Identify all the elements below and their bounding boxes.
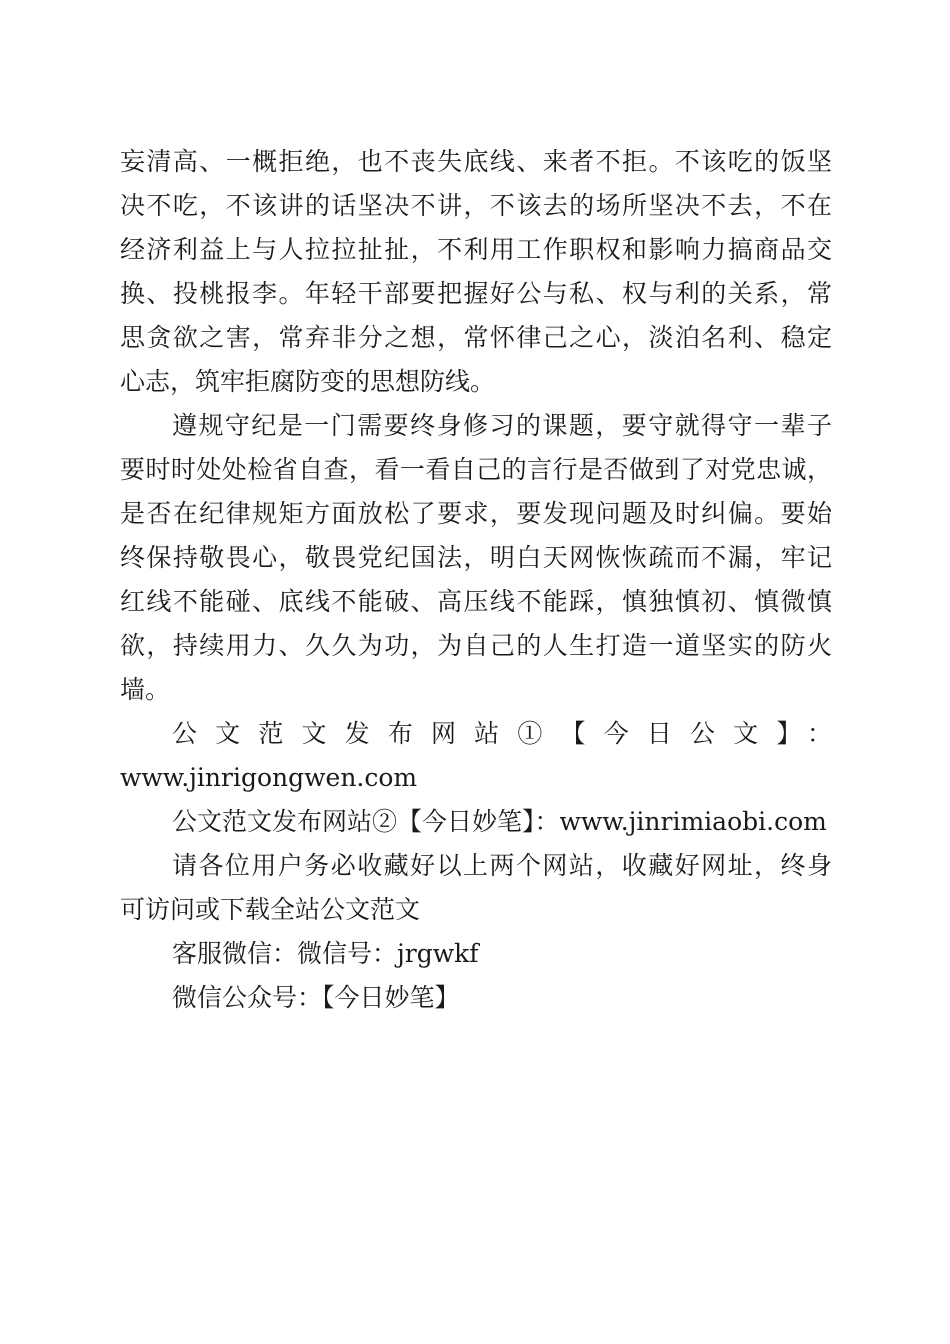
document-body xyxy=(120,140,832,1020)
paragraph-line: 妄清高、一概拒绝，也不丧失底线、来者不拒。不该吃的饭坚 xyxy=(120,147,832,176)
paragraph-line: 要时时处处检省自查，看一看自己的言行是否做到了对党忠诚， xyxy=(120,455,832,484)
paragraph-line: 遵规守纪是一门需要终身修习的课题，要守就得守一辈子 xyxy=(172,411,832,440)
paragraph-line: 经济利益上与人拉拉扯扯，不利用工作职权和影响力搞商品交 xyxy=(120,235,832,264)
paragraph-line: 红线不能碰、底线不能破、高压线不能踩，慎独慎初、慎微慎 xyxy=(120,587,832,616)
paragraph-line: 终保持敬畏心，敬畏党纪国法，明白天网恢恢疏而不漏，牢记 xyxy=(120,543,832,572)
paragraph-line: 换、投桃报李。年轻干部要把握好公与私、权与利的关系，常 xyxy=(120,279,832,308)
customer-service-wechat: 客服微信：微信号：jrgwkf xyxy=(172,939,479,968)
paragraph-line: 心志，筑牢拒腐防变的思想防线。 xyxy=(120,367,496,396)
paragraph-line: 思贪欲之害，常弃非分之想，常怀律己之心，淡泊名利、稳定 xyxy=(120,323,832,352)
paragraph-line: 欲，持续用力、久久为功，为自己的人生打造一道坚实的防火 xyxy=(120,631,832,660)
website-one-label: 公文范文发布网站①【今日公文】： xyxy=(172,719,832,748)
website-two-line: 公文范文发布网站②【今日妙笔】：www.jinrimiaobi.com xyxy=(172,807,827,836)
website-two xyxy=(120,800,832,844)
paragraph-line: 墙。 xyxy=(120,675,171,704)
paragraph-discipline xyxy=(120,404,832,712)
website-one-url: www.jinrigongwen.com xyxy=(120,763,418,792)
paragraph-line: 是否在纪律规矩方面放松了要求，要发现问题及时纠偏。要始 xyxy=(120,499,832,528)
website-one xyxy=(120,712,832,800)
wechat-official-account xyxy=(120,976,832,1020)
paragraph-integrity xyxy=(120,140,832,404)
bookmark-notice-line: 可访问或下载全站公文范文 xyxy=(120,895,421,924)
paragraph-line: 决不吃，不该讲的话坚决不讲，不该去的场所坚决不去，不在 xyxy=(120,191,832,220)
bookmark-notice xyxy=(120,844,832,932)
bookmark-notice-line: 请各位用户务必收藏好以上两个网站，收藏好网址，终身 xyxy=(172,851,832,880)
customer-service xyxy=(120,932,832,976)
wechat-official-account-line: 微信公众号：【今日妙笔】 xyxy=(172,983,460,1012)
